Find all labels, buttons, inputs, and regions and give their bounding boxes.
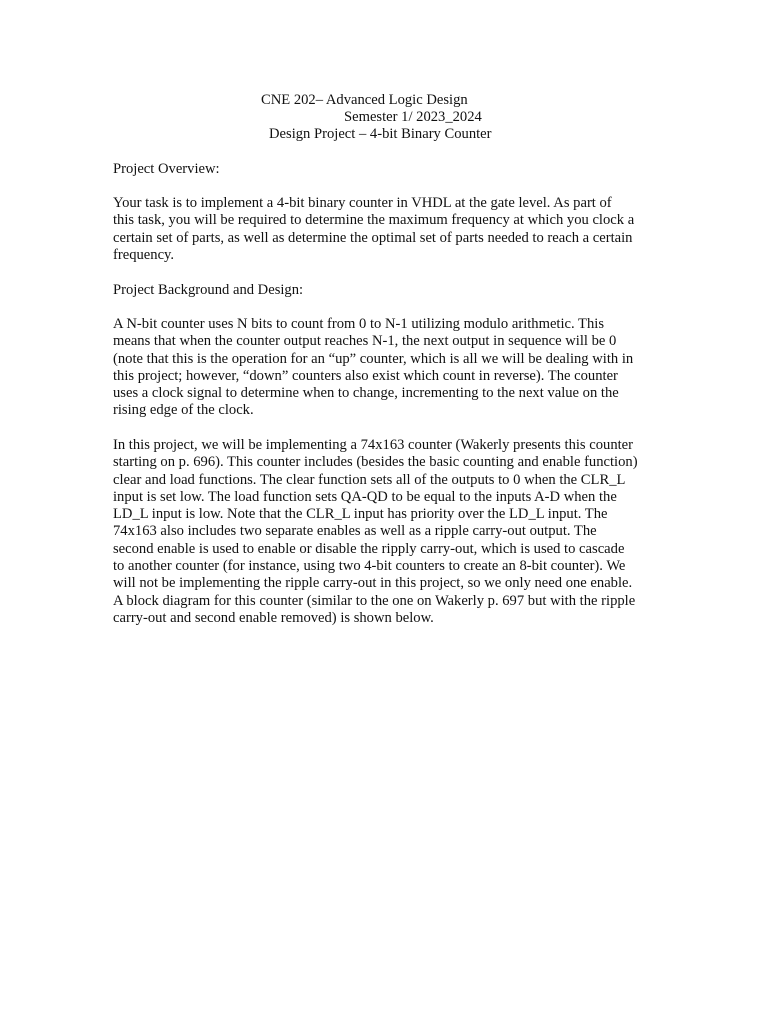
paragraph-line: A N-bit counter uses N bits to count from 0 to N-1 utilizing modulo arithmetic. This	[113, 316, 604, 332]
section-heading-overview: Project Overview:	[113, 161, 220, 177]
paragraph-line: carry-out and second enable removed) is shown below.	[113, 609, 434, 626]
paragraph-line: A block diagram for this counter (similar to the one on Wakerly p. 697 but with the ripple	[113, 592, 636, 609]
paragraph-line: rising edge of the clock.	[113, 402, 254, 419]
paragraph-line: starting on p. 696). This counter includes (besides the basic counting and enable function)	[113, 454, 638, 471]
paragraph-line: 74x163 also includes two separate enables as well as a ripple carry-out output. The	[113, 523, 597, 540]
course-title: CNE 202– Advanced Logic Design	[261, 92, 468, 108]
paragraph-line: will not be implementing the ripple carry-out in this project, so we only need one enable.	[113, 575, 633, 592]
paragraph-line: second enable is used to enable or disable the ripply carry-out, which is used to cascade	[113, 540, 625, 557]
semester-line: Semester 1/ 2023_2024	[344, 109, 482, 125]
paragraph-line: Your task is to implement a 4-bit binary counter in VHDL at the gate level. As part of	[113, 195, 612, 211]
paragraph-line: this project; however, “down” counters also exist which count in reverse). The counter	[113, 367, 618, 384]
paragraph-line: to another counter (for instance, using two 4-bit counters to create an 8-bit counter). We	[113, 558, 626, 575]
background-paragraph-1	[113, 316, 658, 420]
paragraph-line: input is set low. The load function sets QA-QD to be equal to the inputs A-D when the	[113, 488, 617, 505]
paragraph-line: means that when the counter output reaches N-1, the next output in sequence will be 0	[113, 333, 617, 350]
paragraph-line: certain set of parts, as well as determine the optimal set of parts needed to reach a certain	[113, 229, 633, 246]
background-paragraph-2	[113, 437, 658, 627]
paragraph-line: frequency.	[113, 246, 175, 263]
paragraph-line: (note that this is the operation for an “up” counter, which is all we will be dealing with in	[113, 350, 634, 367]
paragraph-line: uses a clock signal to determine when to change, incrementing to the next value on the	[113, 385, 619, 402]
paragraph-line: In this project, we will be implementing a 74x163 counter (Wakerly presents this counter	[113, 437, 634, 453]
section-heading-background: Project Background and Design:	[113, 282, 304, 298]
project-title: Design Project – 4-bit Binary Counter	[269, 126, 492, 142]
overview-paragraph	[113, 195, 658, 264]
paragraph-line: LD_L input is low. Note that the CLR_L input has priority over the LD_L input. The	[113, 506, 608, 523]
paragraph-line: this task, you will be required to determine the maximum frequency at which you clock a	[113, 212, 635, 229]
paragraph-line: clear and load functions. The clear function sets all of the outputs to 0 when the CLR_L	[113, 471, 626, 488]
